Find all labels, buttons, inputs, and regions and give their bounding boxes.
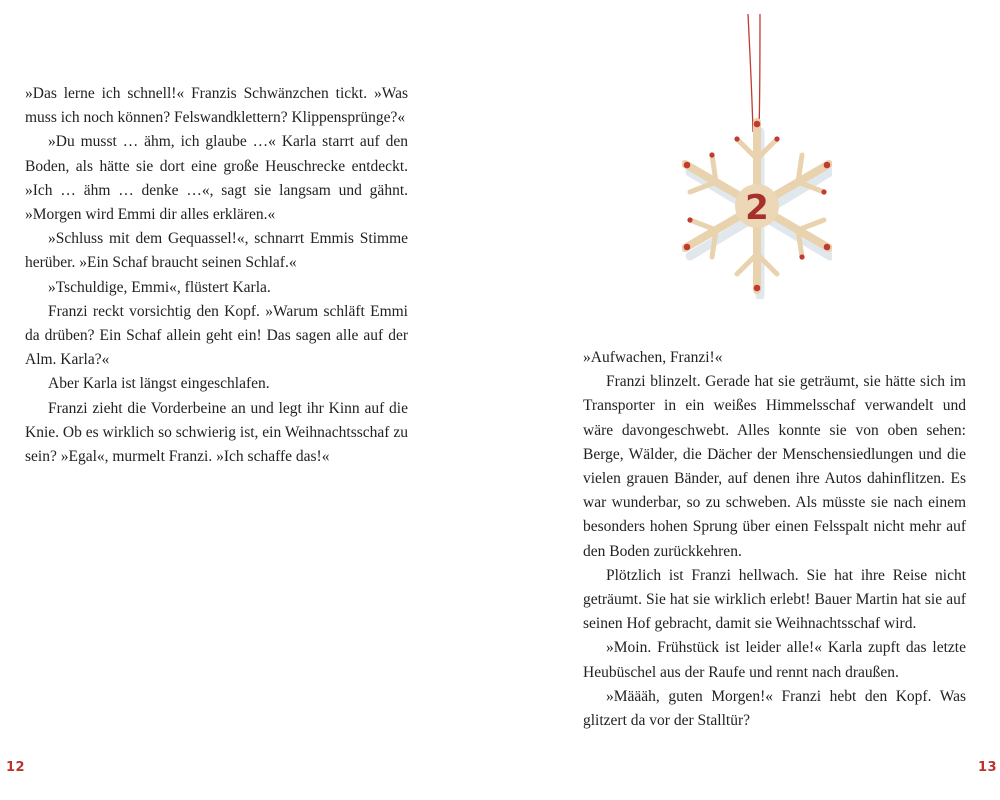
- paragraph: Franzi reckt vorsichtig den Kopf. »Warum schläft Emmi da drüben? Ein Schaf allein geht ein! Das sagen alle auf der Alm. Karla?«: [25, 302, 408, 369]
- paragraph: »Du musst … ähm, ich glaube …« Karla starrt auf den Boden, als hätte sie dort eine große Heuschrecke entdeckt. »Ich … ähm … denke …«, sagt sie langsam und gähnt. »Morgen wird Emmi dir alles erklären.«: [25, 133, 408, 224]
- page-number-left: 12: [6, 760, 26, 775]
- paragraph: Aber Karla ist längst eingeschlafen.: [48, 375, 270, 393]
- paragraph: »Aufwachen, Franzi!«: [583, 349, 723, 366]
- ornament-string: [748, 14, 753, 132]
- paragraph: »Moin. Frühstück ist leider alle!« Karla zupft das letzte Heubüschel aus der Raufe und rennt nach draußen.: [583, 639, 966, 681]
- paragraph: Franzi zieht die Vorderbeine an und legt ihr Kinn auf die Knie. Ob es wirklich so schwierig ist, ein Weihnachtsschaf zu sein? »Egal«, murmelt Franzi. »Ich schaffe das!«: [25, 399, 408, 466]
- ornament-string: [759, 14, 760, 132]
- paragraph: »Määäh, guten Morgen!« Franzi hebt den Kopf. Was glitzert da vor der Stalltür?: [583, 687, 966, 730]
- left-page-text: [25, 82, 408, 469]
- paragraph: Plötzlich ist Franzi hellwach. Sie hat ihre Reise nicht geträumt. Sie hat sie wirklich erlebt! Bauer Martin hat sie auf seinen Hof gebracht, damit sie Weihnachtsschaf wird.: [583, 566, 966, 633]
- paragraph: »Tschuldige, Emmi«, flüstert Karla.: [48, 278, 271, 296]
- right-page-text: [583, 346, 966, 733]
- page-number-right: 13: [978, 760, 998, 775]
- paragraph: Franzi blinzelt. Gerade hat sie geträumt, sie hätte sich im Transporter in ein weißes Himmelsschaf verwandelt und wäre davongeschwebt. Alles konnte sie von oben sehen: Berge, Wälder, die Dächer der Menschensiedlungen und die vielen grauen Bänder, auf denen ihre Autos dahinflitzen. Es war wunderbar, so zu schweben. Als müsste sie nach einem besonders hohen Sprung über einen Felsspalt nicht mehr auf den Boden zurückkehren.: [583, 373, 966, 560]
- snowflake-ornament-icon: [682, 14, 832, 299]
- paragraph: »Das lerne ich schnell!« Franzis Schwänzchen tickt. »Was muss ich noch können? Felswandklettern? Klippensprünge?«: [25, 85, 408, 127]
- ornament-number: 2: [745, 188, 769, 228]
- paragraph: »Schluss mit dem Gequassel!«, schnarrt Emmis Stimme herüber. »Ein Schaf braucht seinen Schlaf.«: [25, 230, 408, 272]
- right-page: [500, 0, 1000, 800]
